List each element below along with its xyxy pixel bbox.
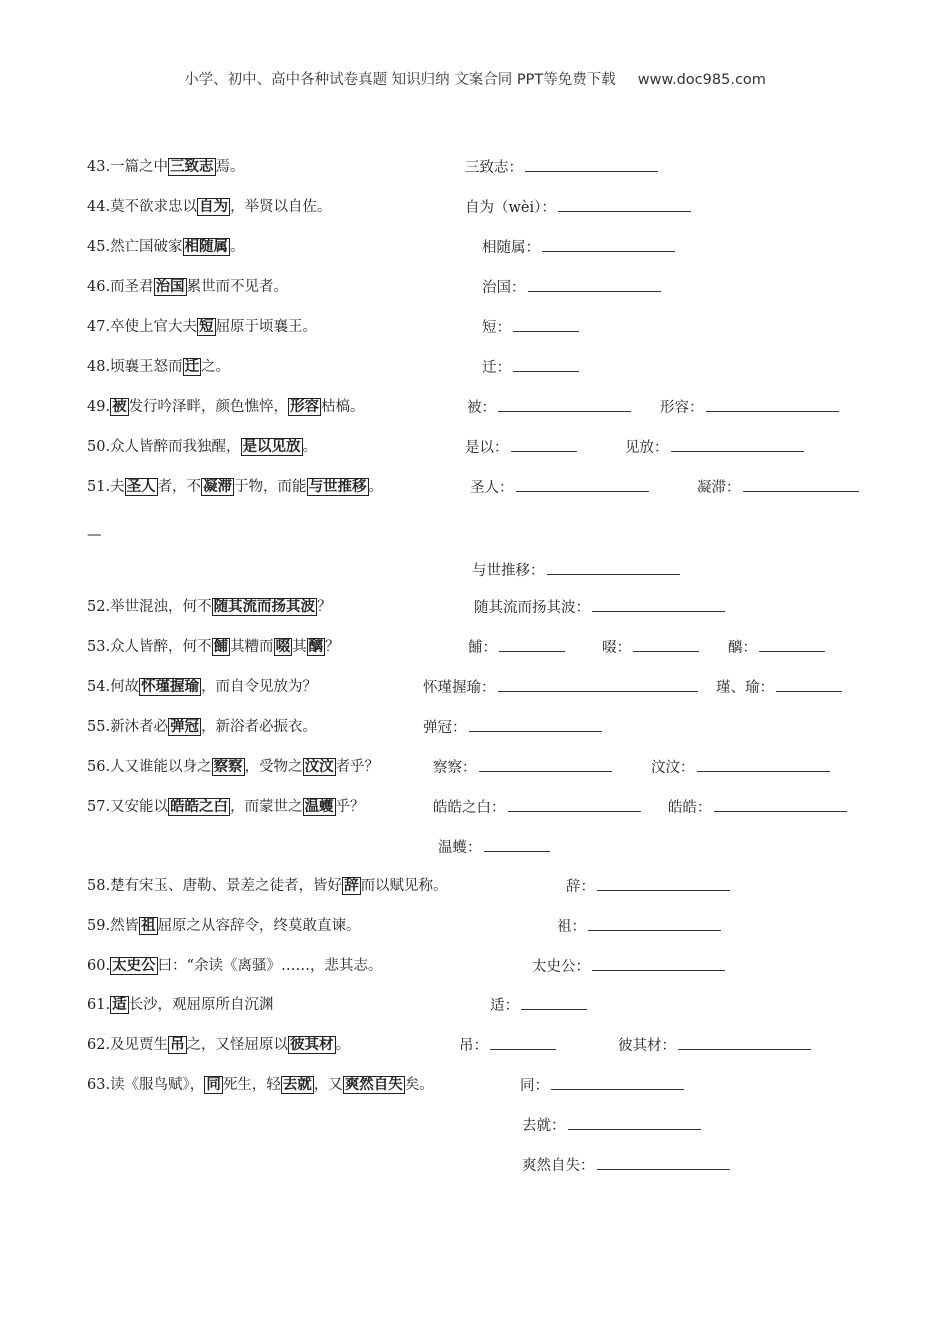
answer-56-a: 察察：	[433, 757, 612, 778]
answer-blank[interactable]	[678, 1035, 811, 1050]
question-48: 48.顷襄王怒而 迁 之。	[87, 359, 231, 375]
answer-blank[interactable]	[706, 397, 839, 412]
answer-blank[interactable]	[547, 560, 680, 575]
answer-51-a: 圣人：	[470, 477, 649, 498]
answer-blank[interactable]	[633, 637, 699, 652]
keyword: 祖	[141, 918, 156, 934]
header-url[interactable]: www.doc985.com	[637, 72, 766, 88]
keyword: 圣人	[126, 479, 156, 495]
answer-43: 三致志：	[465, 157, 658, 178]
line-continuation: —	[87, 527, 102, 543]
answer-blank[interactable]	[525, 157, 658, 172]
page-header	[0, 68, 950, 89]
answer-blank[interactable]	[499, 637, 565, 652]
keyword: 醨	[308, 639, 324, 655]
keyword: 适	[112, 997, 127, 1013]
answer-blank[interactable]	[469, 717, 602, 732]
answer-49-b: 形容：	[660, 397, 839, 418]
keyword: 辞	[344, 878, 359, 894]
answer-blank[interactable]	[759, 637, 825, 652]
answer-48: 迁：	[482, 357, 579, 378]
answer-50-b: 见放：	[625, 437, 804, 458]
keyword: 形容	[290, 399, 320, 415]
keyword: 吊	[170, 1037, 185, 1053]
question-57: 57.又安能以 皓皓之白 ，而蒙世之 温蠖 乎？	[87, 799, 365, 815]
answer-57-a: 皓皓之白：	[433, 797, 641, 818]
keyword: 是以见放	[242, 439, 301, 455]
question-52: 52.举世混浊，何不 随其流而扬其波 ？	[87, 599, 332, 615]
answer-60: 太史公：	[532, 956, 725, 977]
question-43: 43.一篇之中 三致志 焉。	[87, 159, 245, 175]
answer-blank[interactable]	[697, 757, 830, 772]
answer-56-b: 汶汶：	[651, 757, 830, 778]
keyword: 爽然自失	[344, 1077, 403, 1093]
answer-blank[interactable]	[516, 477, 649, 492]
keyword: 凝滞	[203, 479, 233, 495]
question-44: 44.莫不欲求忠以 自为 ，举贤以自佐。	[87, 199, 332, 215]
answer-blank[interactable]	[558, 197, 691, 212]
answer-blank[interactable]	[498, 677, 698, 692]
question-63: 63.读《服鸟赋》， 同 死生，轻 去就 ，又 爽然自失 矣。	[87, 1077, 434, 1093]
question-55: 55.新沐者必 弹冠 ，新浴者必振衣。	[87, 719, 318, 735]
keyword: 温蠖	[304, 799, 334, 815]
answer-55: 弹冠：	[423, 717, 602, 738]
answer-59: 祖：	[557, 916, 721, 937]
keyword: 迁	[184, 359, 200, 375]
keyword: 弹冠	[170, 719, 200, 735]
answer-62-b: 彼其材：	[618, 1035, 811, 1056]
answer-44: 自为（wèi）：	[465, 197, 691, 218]
answer-blank[interactable]	[498, 397, 631, 412]
question-53: 53.众人皆醉，何不 餔 其糟而 啜 其 醨 ？	[87, 639, 340, 655]
answer-57-b: 皓皓：	[668, 797, 847, 818]
keyword: 随其流而扬其波	[213, 599, 316, 615]
question-45: 45.然亡国破家 相随属 。	[87, 239, 245, 255]
answer-53-b: 啜：	[602, 637, 699, 658]
question-49: 49. 被 发行吟泽畔，颜色憔悴， 形容 枯槁。	[87, 399, 365, 415]
keyword: 啜	[275, 639, 291, 655]
keyword: 去就	[282, 1077, 312, 1093]
answer-blank[interactable]	[521, 995, 587, 1010]
answer-blank[interactable]	[592, 597, 725, 612]
keyword: 皓皓之白	[170, 799, 229, 815]
question-47: 47.卒使上官大夫 短 屈原于顷襄王。	[87, 319, 318, 335]
answer-blank[interactable]	[671, 437, 804, 452]
answer-blank[interactable]	[776, 677, 842, 692]
keyword: 彼其材	[290, 1037, 334, 1053]
answer-blank[interactable]	[743, 477, 859, 492]
answer-46: 治国：	[482, 277, 661, 298]
answer-45: 相随属：	[482, 237, 675, 258]
answer-53-c: 醨：	[728, 637, 825, 658]
answer-47: 短：	[482, 317, 579, 338]
answer-blank[interactable]	[513, 317, 579, 332]
header-text: 小学、初中、高中各种试卷真题 知识归纳 文案合同 PPT等免费下载	[184, 72, 616, 88]
answer-blank[interactable]	[597, 1155, 730, 1170]
keyword: 自为	[199, 199, 229, 215]
answer-blank[interactable]	[592, 956, 725, 971]
answer-58: 辞：	[566, 876, 730, 897]
answer-49-a: 被：	[467, 397, 631, 418]
keyword: 与世推移	[308, 479, 367, 495]
keyword: 短	[199, 319, 214, 335]
answer-57-c: 温蠖：	[438, 837, 550, 858]
keyword: 餔	[213, 639, 229, 655]
question-54: 54.何故 怀瑾握瑜 ，而自令见放为？	[87, 679, 318, 695]
question-56: 56.人又谁能以身之 察察 ，受物之 汶汶 者乎？	[87, 759, 380, 775]
answer-blank[interactable]	[542, 237, 675, 252]
answer-51-c: 与世推移：	[472, 560, 680, 581]
question-59: 59.然皆 祖 屈原之从容辞令，终莫敢直谏。	[87, 918, 361, 934]
answer-63-c: 爽然自失：	[522, 1155, 730, 1176]
keyword: 怀瑾握瑜	[141, 679, 200, 695]
answer-52: 随其流而扬其波：	[474, 597, 725, 618]
answer-62-a: 吊：	[459, 1035, 556, 1056]
answer-blank[interactable]	[551, 1075, 684, 1090]
answer-blank[interactable]	[588, 916, 721, 931]
answer-blank[interactable]	[528, 277, 661, 292]
answer-blank[interactable]	[511, 437, 577, 452]
answer-54-a: 怀瑾握瑜：	[423, 677, 698, 698]
keyword: 同	[206, 1077, 221, 1093]
keyword: 三致志	[170, 159, 214, 175]
question-60: 60. 太史公 曰：“余读《离骚》……，悲其志。	[87, 958, 383, 974]
answer-63-b: 去就：	[522, 1115, 701, 1136]
answer-blank[interactable]	[597, 876, 730, 891]
keyword: 汶汶	[304, 759, 334, 775]
answer-blank[interactable]	[508, 797, 641, 812]
answer-50-a: 是以：	[465, 437, 577, 458]
keyword: 治国	[155, 279, 185, 295]
question-51: 51.夫 圣人 者，不 凝滞 于物，而能 与世推移 。	[87, 479, 384, 495]
keyword: 察察	[213, 759, 243, 775]
question-50: 50.众人皆醉而我独醒， 是以见放 。	[87, 439, 318, 455]
answer-blank[interactable]	[714, 797, 847, 812]
question-58: 58.楚有宋玉、唐勒、景差之徒者，皆好 辞 而以赋见称。	[87, 878, 448, 894]
answer-blank[interactable]	[568, 1115, 701, 1130]
answer-61: 适：	[490, 995, 587, 1016]
question-46: 46.而圣君 治国 累世而不见者。	[87, 279, 289, 295]
answer-blank[interactable]	[490, 1035, 556, 1050]
keyword: 被	[112, 399, 127, 415]
answer-blank[interactable]	[484, 837, 550, 852]
answer-51-b: 凝滞：	[697, 477, 859, 498]
answer-63-a: 同：	[520, 1075, 684, 1096]
keyword: 太史公	[112, 958, 156, 974]
answer-blank[interactable]	[479, 757, 612, 772]
answer-blank[interactable]	[513, 357, 579, 372]
keyword: 相随属	[184, 239, 229, 255]
answer-54-b: 瑾、瑜：	[716, 677, 842, 698]
question-61: 61. 适 长沙，观屈原所自沉渊	[87, 997, 274, 1013]
answer-53-a: 餔：	[468, 637, 565, 658]
question-62: 62.及见贾生 吊 之，又怪屈原以 彼其材 。	[87, 1037, 351, 1053]
